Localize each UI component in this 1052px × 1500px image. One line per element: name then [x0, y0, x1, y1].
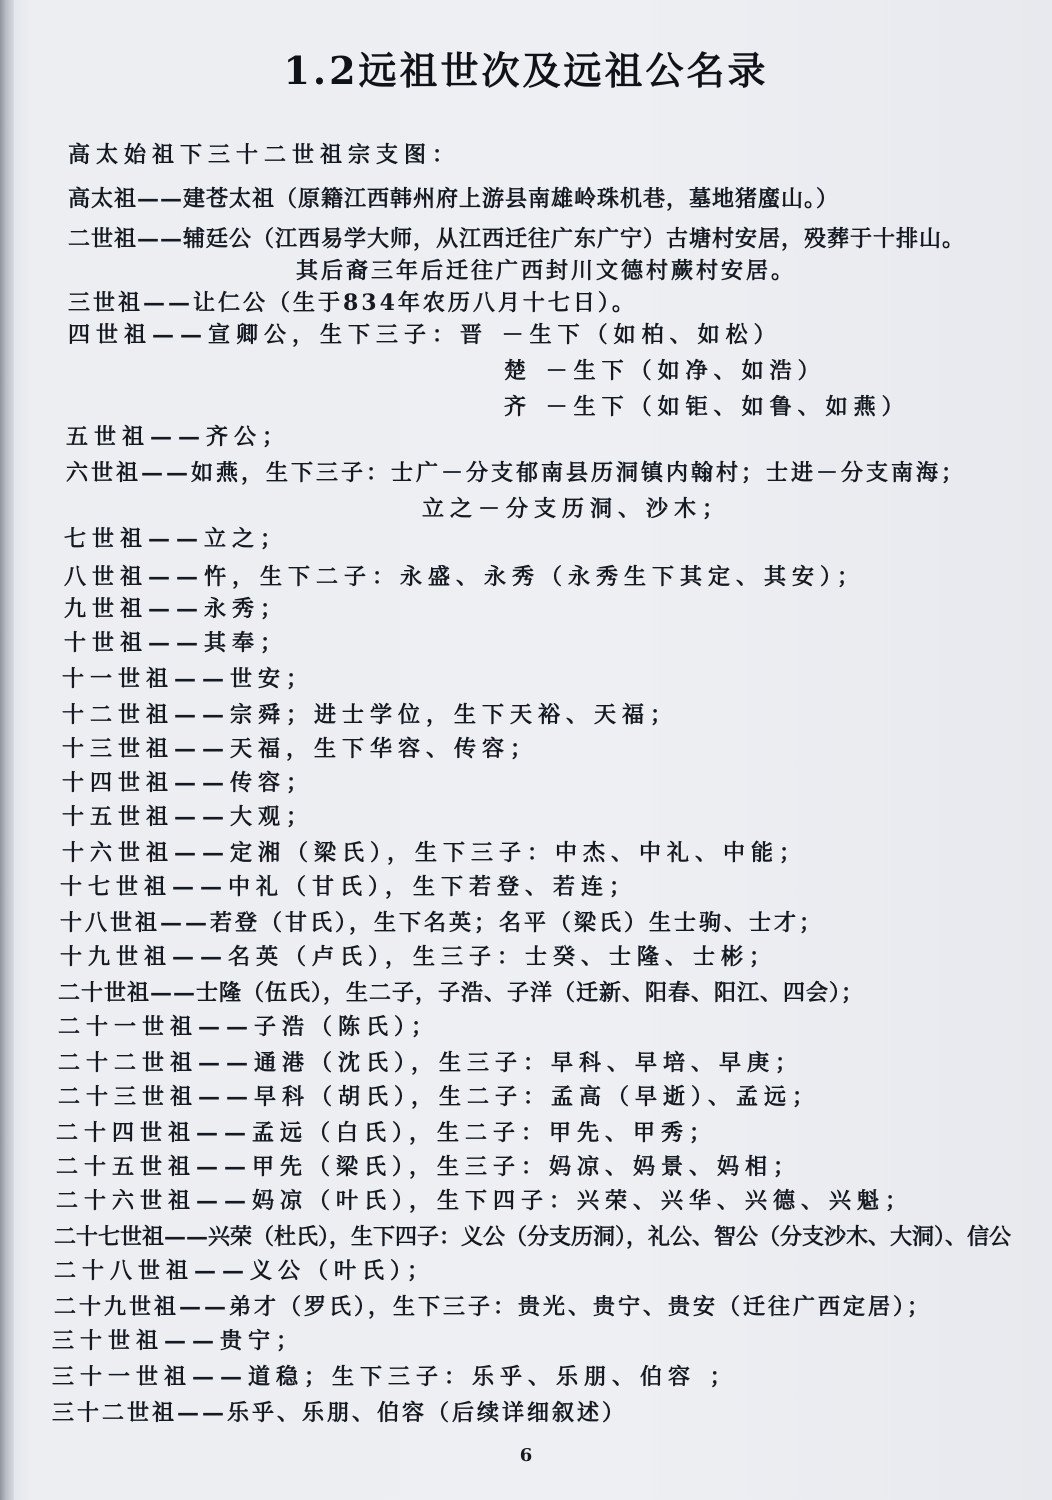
genealogy-line-36: 三十二世祖——乐乎、乐朋、伯容（后续详细叙述）: [52, 1400, 628, 1426]
intro-line: 高太始祖下三十二世祖宗支图：: [68, 142, 461, 168]
genealogy-line-11: 七世祖——立之；: [64, 526, 289, 552]
genealogy-line-22: 十八世祖——若登（甘氏），生下名英；名平（梁氏）生士驹、士才；: [60, 910, 825, 936]
genealogy-line-3: 其后裔三年后迁往广西封川文德村蕨村安居。: [296, 258, 797, 284]
genealogy-line-14: 十世祖——其奉；: [64, 630, 289, 656]
page-number: 6: [519, 1445, 533, 1466]
genealogy-line-15: 十一世祖——世安；: [62, 666, 315, 692]
genealogy-line-8: 五世祖——齐公；: [66, 424, 291, 450]
genealogy-line-7: 齐 －生下（如钜、如鲁、如燕）: [504, 394, 910, 420]
genealogy-line-16: 十二世祖——宗舜；进士学位，生下天裕、天福；: [62, 702, 679, 728]
page-binding-edge: [0, 0, 14, 1500]
genealogy-line-29: 二十五世祖——甲先（梁氏），生三子：妈凉、妈景、妈相；: [56, 1154, 802, 1180]
genealogy-line-13: 九世祖——永秀；: [64, 596, 289, 622]
genealogy-line-2: 二世祖——辅廷公（江西易学大师，从江西迁往广东广宁）古塘村安居，殁葬于十排山。: [68, 226, 966, 252]
genealogy-line-32: 二十八世祖——义公（叶氏）；: [54, 1258, 436, 1284]
genealogy-line-35: 三十一世祖——道稳；生下三子：乐乎、乐朋、伯容 ；: [52, 1364, 738, 1390]
genealogy-line-17: 十三世祖——天福，生下华容、传容；: [62, 736, 539, 762]
genealogy-line-34: 三十世祖——贵宁；: [52, 1328, 305, 1354]
genealogy-line-26: 二十二世祖——通港（沈氏），生三子：早科、早培、早庚；: [58, 1050, 804, 1076]
genealogy-line-1: 高太祖——建苍太祖（原籍江西韩州府上游县南雄岭珠机巷，墓地猪䗪山。）: [68, 186, 840, 212]
genealogy-line-5: 四世祖——宣卿公，生下三子：晋 －生下（如柏、如松）: [68, 322, 782, 348]
genealogy-line-9: 六世祖——如燕，生下三子：士广－分支郁南县历洞镇内翰村；士进－分支南海；: [66, 460, 967, 486]
genealogy-line-19: 十五世祖——大观；: [62, 804, 315, 830]
genealogy-line-4: 三世祖——让仁公（生于834年农历八月十七日）。: [68, 290, 637, 316]
genealogy-line-33: 二十九世祖——弟才（罗氏），生下三子：贵光、贵宁、贵安（迁往广西定居）；: [54, 1294, 933, 1320]
genealogy-line-20: 十六世祖——定湘（梁氏），生下三子：中杰、中礼、中能；: [62, 840, 808, 866]
genealogy-line-25: 二十一世祖——子浩（陈氏）；: [58, 1014, 440, 1040]
genealogy-line-30: 二十六世祖——妈凉（叶氏），生下四子：兴荣、兴华、兴德、兴魁；: [56, 1188, 914, 1214]
genealogy-line-28: 二十四世祖——孟远（白氏），生二子：甲先、甲秀；: [56, 1120, 718, 1146]
genealogy-line-18: 十四世祖——传容；: [62, 770, 315, 796]
genealogy-line-31: 二十七世祖——兴荣（杜氏），生下四子：义公（分支历洞），礼公、智公（分支沙木、大洞）、信公: [54, 1224, 1012, 1250]
genealogy-line-27: 二十三世祖——早科（胡氏），生二子：孟高（早逝）、孟远；: [58, 1084, 821, 1110]
genealogy-line-10: 立之－分支历洞、沙木；: [422, 496, 731, 522]
genealogy-line-12: 八世祖——忤，生下二子：永盛、永秀（永秀生下其定、其安）；: [64, 564, 866, 590]
page-title: 1.2远祖世次及远祖公名录: [283, 48, 769, 93]
genealogy-line-24: 二十世祖——士隆（伍氏），生二子，子浩、子洋（迁新、阳春、阳江、四会）；: [58, 980, 865, 1006]
genealogy-line-6: 楚 －生下（如净、如浩）: [504, 358, 826, 384]
genealogy-line-21: 十七世祖——中礼（甘氏），生下若登、若连；: [60, 874, 638, 900]
genealogy-line-23: 十九世祖——名英（卢氏），生三子：士癸、士隆、士彬；: [60, 944, 778, 970]
